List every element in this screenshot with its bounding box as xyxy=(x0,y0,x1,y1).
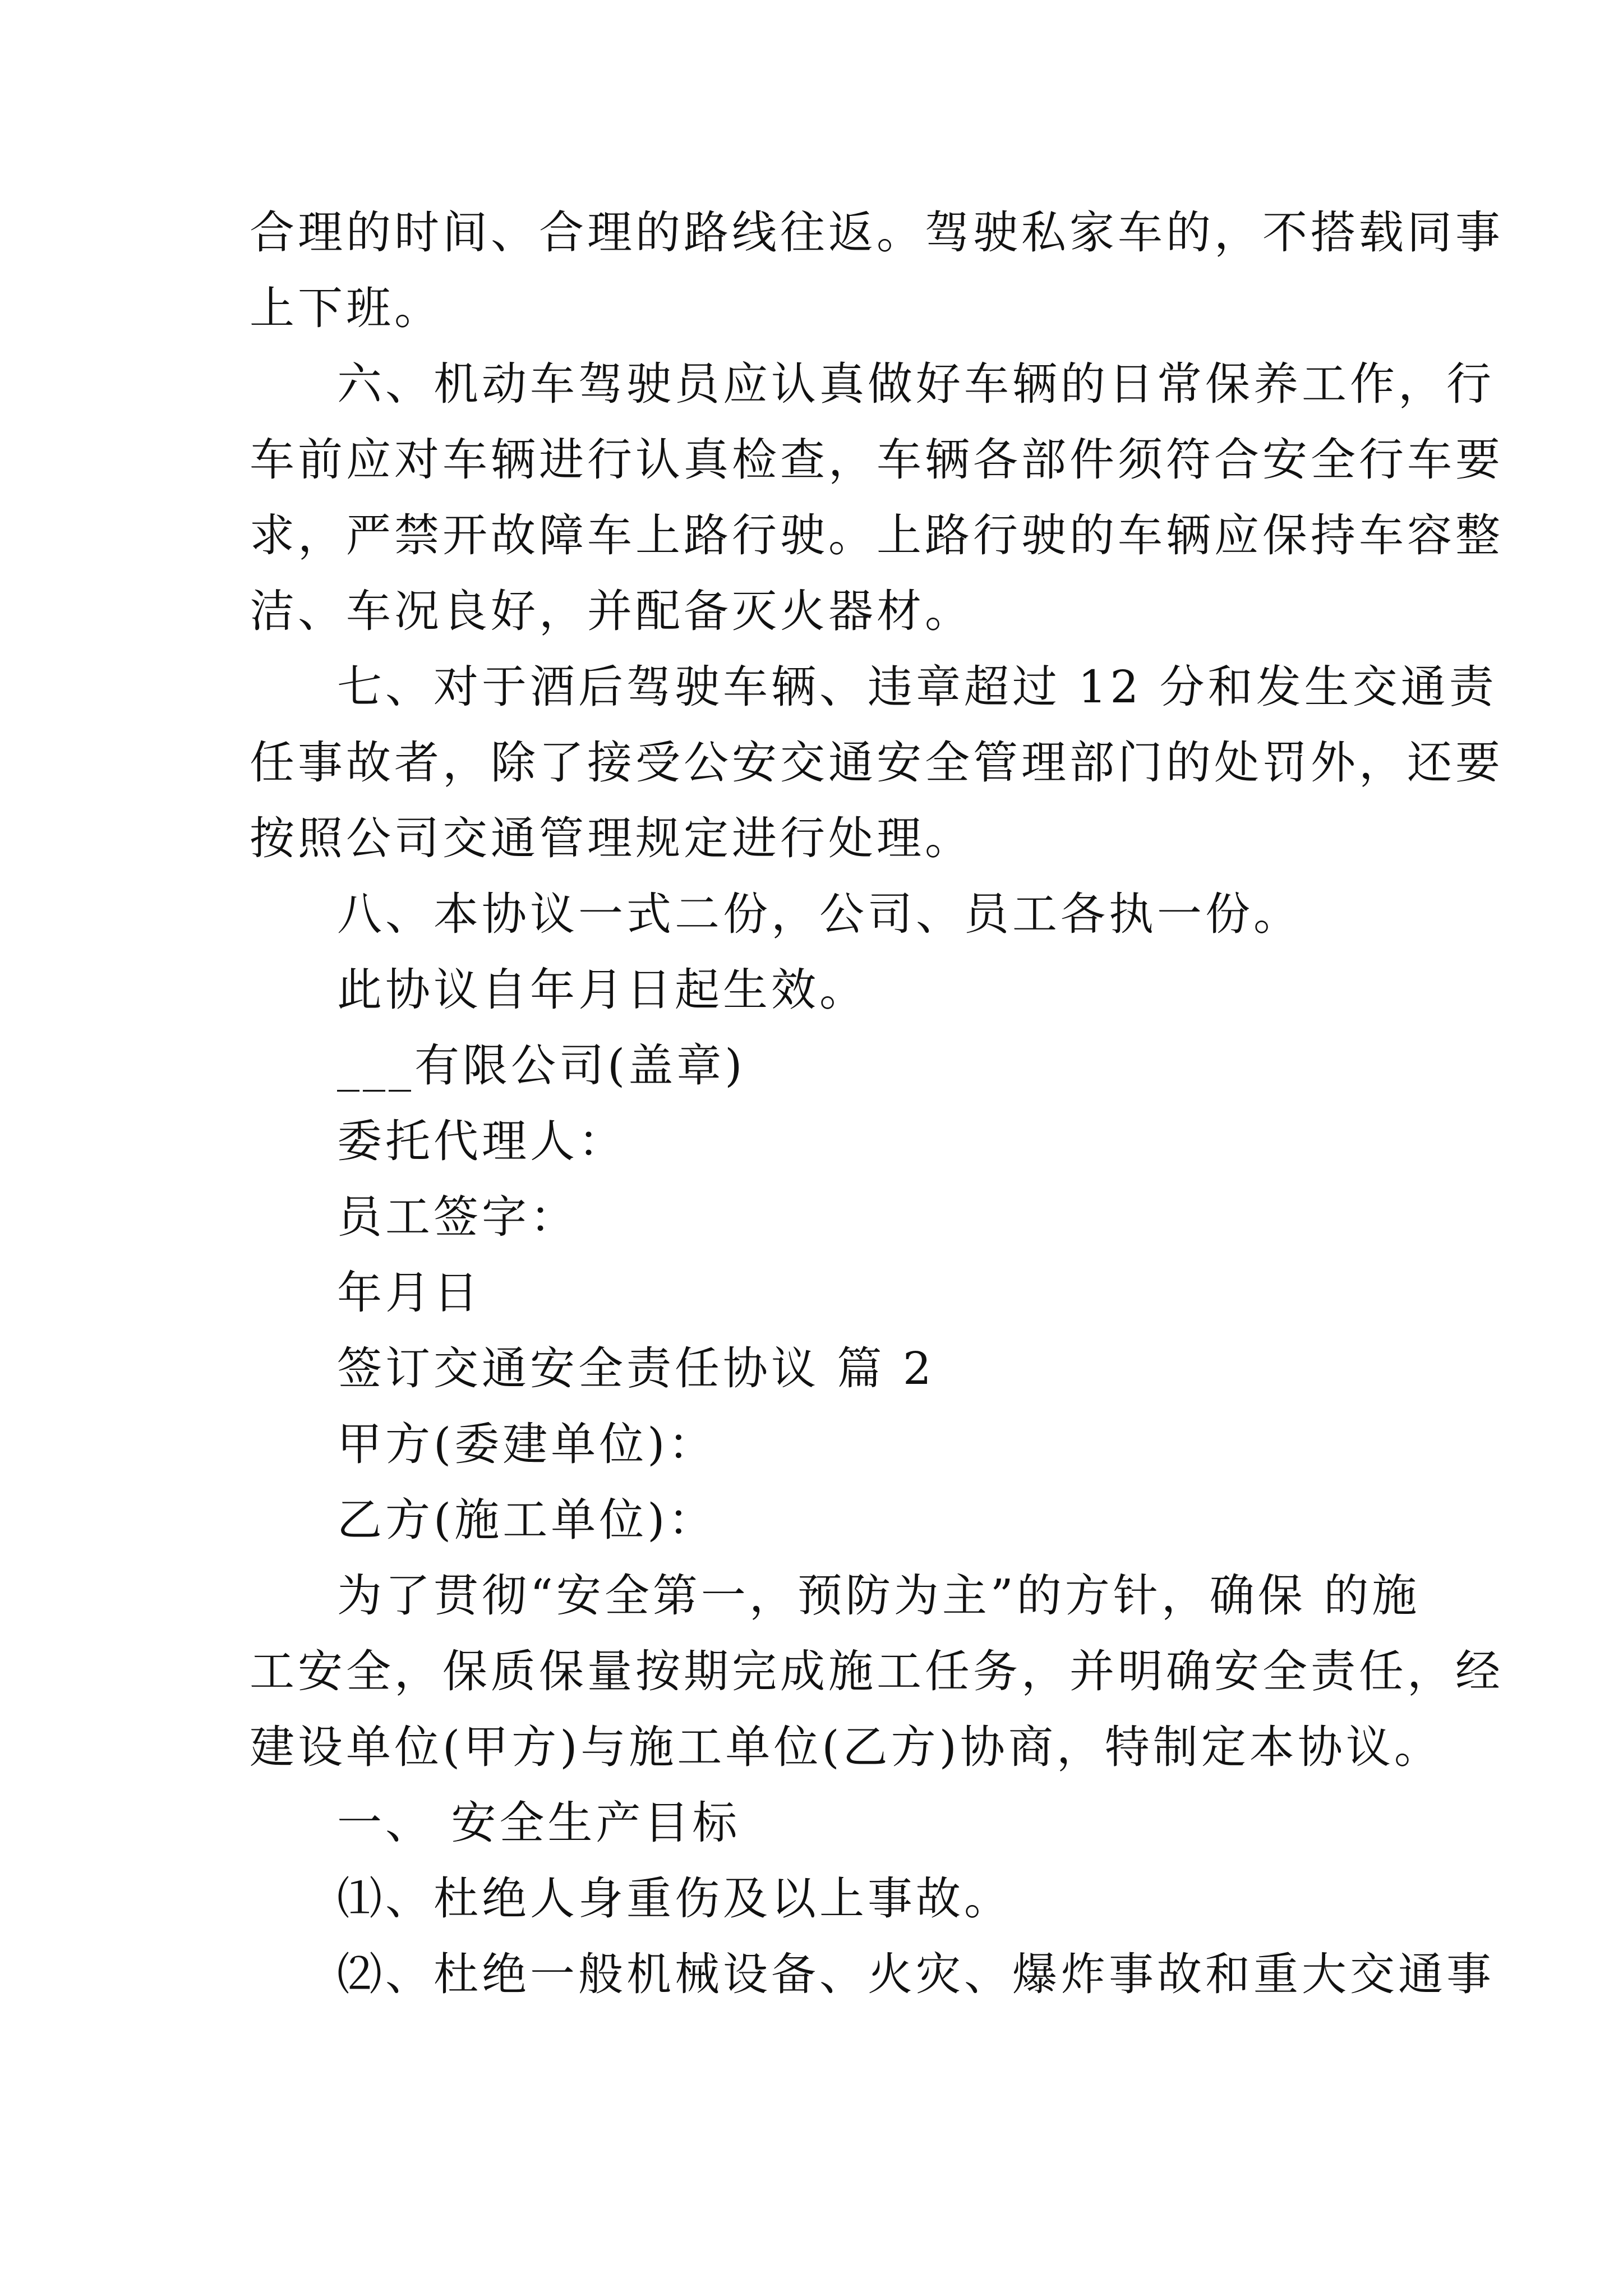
paragraph-line: 按照公司交通管理规定进行处理。 xyxy=(250,812,973,864)
party-a-line: 甲方(委建单位)： xyxy=(337,1418,717,1470)
agent-line: 委托代理人： xyxy=(337,1115,626,1167)
paragraph-line: 上下班。 xyxy=(250,282,442,334)
section-heading: 签订交通安全责任协议 篇 2 xyxy=(337,1342,935,1395)
paragraph-line: 建设单位(甲方)与施工单位(乙方)协商，特制定本协议。 xyxy=(250,1721,1442,1773)
paragraph-line: 六、机动车驾驶员应认真做好车辆的日常保养工作，行 xyxy=(337,358,1495,410)
paragraph-line: 为了贯彻“安全第一，预防为主”的方针，确保 的施 xyxy=(337,1570,1421,1622)
subsection-heading: 一、 安全生产目标 xyxy=(337,1797,741,1849)
paragraph-line: 七、对于酒后驾驶车辆、违章超过 12 分和发生交通责 xyxy=(337,661,1497,713)
paragraph-line: 工安全，保质保量按期完成施工任务，并明确安全责任，经 xyxy=(250,1645,1504,1697)
company-seal-line: ___有限公司(盖章) xyxy=(337,1039,746,1092)
paragraph-line: 任事故者，除了接受公安交通安全管理部门的处罚外，还要 xyxy=(250,737,1504,789)
employee-signature-line: 员工签字： xyxy=(337,1191,578,1243)
paragraph-line: 合理的时间、合理的路线往返。驾驶私家车的，不搭载同事 xyxy=(250,206,1504,259)
paragraph-line: 此协议自年月日起生效。 xyxy=(337,964,868,1016)
paragraph-line: 洁、车况良好，并配备灭火器材。 xyxy=(250,585,973,637)
paragraph-line: 车前应对车辆进行认真检查，车辆各部件须符合安全行车要 xyxy=(250,434,1504,486)
paragraph-line: 八、本协议一式二份，公司、员工各执一份。 xyxy=(337,888,1302,940)
list-item: ⑵、杜绝一般机械设备、火灾、爆炸事故和重大交通事 xyxy=(337,1948,1495,2000)
party-b-line: 乙方(施工单位)： xyxy=(337,1494,717,1546)
date-line: 年月日 xyxy=(337,1267,482,1319)
list-item: ⑴、杜绝人身重伤及以上事故。 xyxy=(337,1872,1012,1925)
paragraph-line: 求，严禁开故障车上路行驶。上路行驶的车辆应保持车容整 xyxy=(250,509,1504,562)
